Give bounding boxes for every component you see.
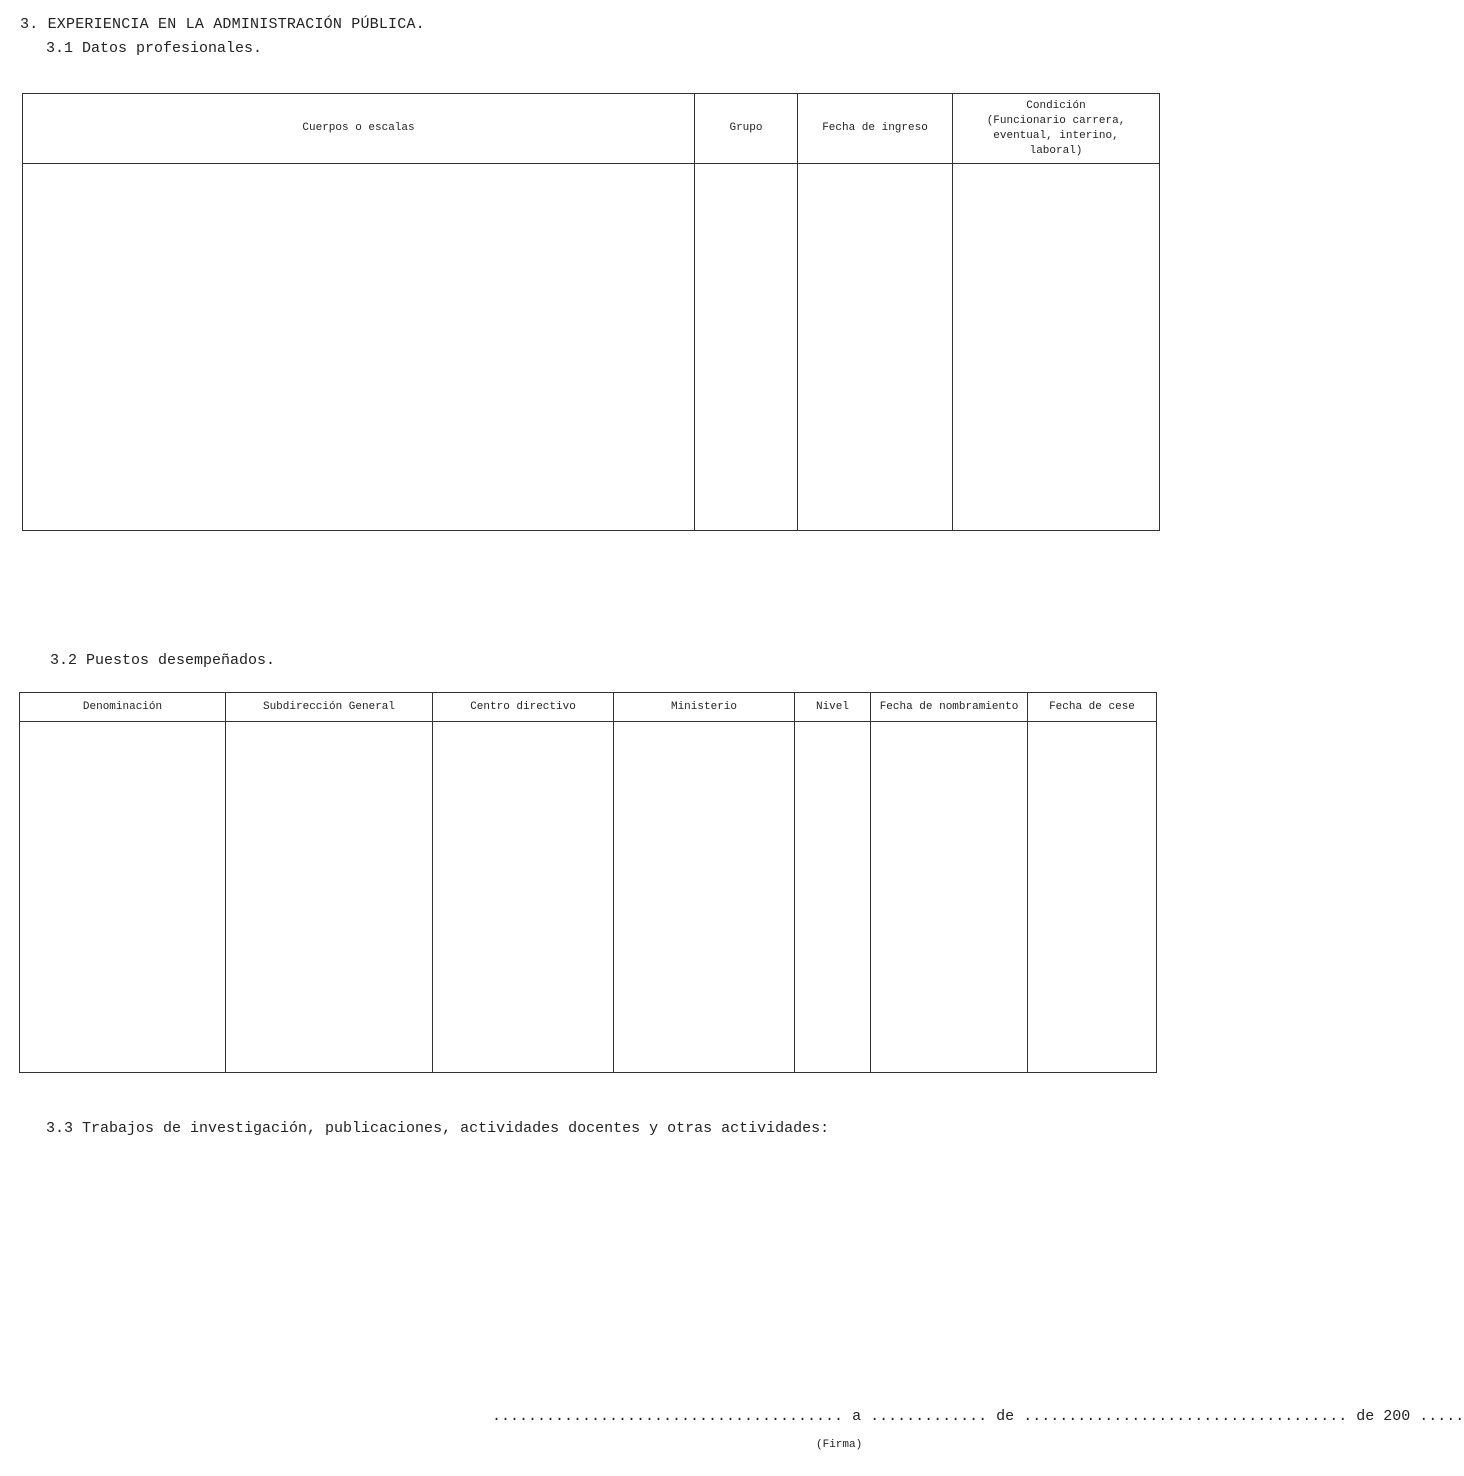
col-fecha-ingreso: Fecha de ingreso [798, 94, 953, 164]
cell-grupo[interactable] [695, 164, 798, 531]
word-a: a [852, 1408, 862, 1425]
col-fecha-cese: Fecha de cese [1028, 693, 1157, 722]
puestos-table [19, 692, 1157, 1073]
signature-date-line [492, 1408, 1464, 1425]
trabajos-title: 3.3 Trabajos de investigación, publicaciones, actividades docentes y otras actividades: [46, 1120, 830, 1137]
col-denominacion: Denominación [20, 693, 226, 722]
cell-cuerpos-escalas[interactable] [23, 164, 695, 531]
cell-ministerio[interactable] [614, 722, 795, 1073]
place-field[interactable]: ....................................... [492, 1408, 844, 1425]
cell-fecha-nombramiento[interactable] [871, 722, 1028, 1073]
word-de-200: de 200 [1356, 1408, 1411, 1425]
cell-centro-directivo[interactable] [433, 722, 614, 1073]
datos-profesionales-table [22, 93, 1160, 531]
col-subdireccion-general: Subdirección General [226, 693, 433, 722]
puestos-title: 3.2 Puestos desempeñados. [50, 652, 276, 669]
word-de: de [996, 1408, 1015, 1425]
col-fecha-nombramiento: Fecha de nombramiento [871, 693, 1028, 722]
col-centro-directivo: Centro directivo [433, 693, 614, 722]
year-field[interactable]: ..... [1419, 1408, 1464, 1425]
cell-fecha-cese[interactable] [1028, 722, 1157, 1073]
firma-label: (Firma) [816, 1439, 863, 1451]
cell-condicion[interactable] [953, 164, 1160, 531]
puestos-body-row [20, 722, 1157, 1073]
datos-profesionales-title: 3.1 Datos profesionales. [46, 40, 263, 57]
section-title: 3. EXPERIENCIA EN LA ADMINISTRACIÓN PÚBLICA. [20, 16, 425, 33]
cell-nivel[interactable] [795, 722, 871, 1073]
col-ministerio: Ministerio [614, 693, 795, 722]
col-condicion: Condición (Funcionario carrera, eventual, interino, laboral) [953, 94, 1160, 164]
cell-subdireccion-general[interactable] [226, 722, 433, 1073]
cell-denominacion[interactable] [20, 722, 226, 1073]
col-cuerpos-escalas: Cuerpos o escalas [23, 94, 695, 164]
day-field[interactable]: ............. [870, 1408, 988, 1425]
cell-fecha-ingreso[interactable] [798, 164, 953, 531]
col-grupo: Grupo [695, 94, 798, 164]
puestos-header-row [20, 693, 1157, 722]
col-nivel: Nivel [795, 693, 871, 722]
datos-body-row [23, 164, 1160, 531]
month-field[interactable]: .................................... [1023, 1408, 1348, 1425]
datos-header-row [23, 94, 1160, 164]
